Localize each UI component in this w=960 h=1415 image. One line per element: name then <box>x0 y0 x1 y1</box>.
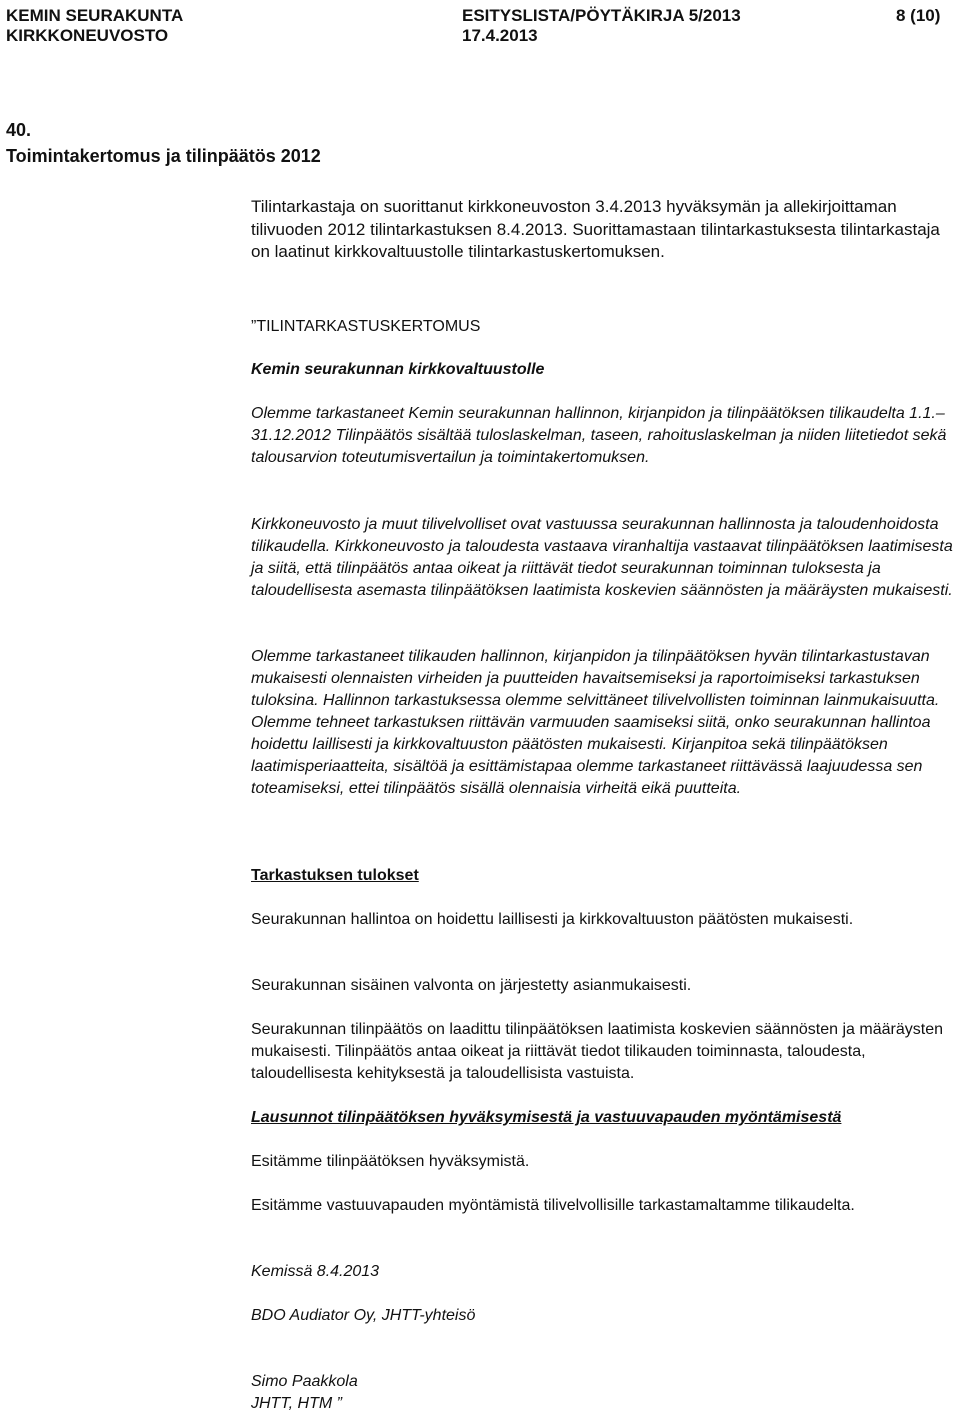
document-type: ESITYSLISTA/PÖYTÄKIRJA 5/2013 <box>462 6 741 25</box>
intro-paragraph: Tilintarkastaja on suorittanut kirkkoneuvoston 3.4.2013 hyväksymän ja allekirjoittaman tilivuoden 2012 tilintarkastuksen 8.4.2013. Suorittamastaan tilintarkastuksesta tilintarkastaja on laatinut kirkkovaltuustolle tilintarkastuskertomuksen. <box>251 197 940 261</box>
results-heading: Tarkastuksen tulokset <box>251 867 419 884</box>
meeting-date: 17.4.2013 <box>462 26 538 45</box>
header-middle <box>462 6 741 46</box>
org-name: KEMIN SEURAKUNTA <box>6 6 184 25</box>
body-name: KIRKKONEUVOSTO <box>6 26 169 45</box>
signer-name: Simo Paakkola <box>251 1373 358 1390</box>
page-header <box>6 6 954 46</box>
result-financial-statements: Seurakunnan tilinpäätös on laadittu tilinpäätöksen laatimista koskevien säännösten ja määräysten mukaisesti. Tilinpäätös antaa oikeat ja riittävät tiedot tilikauden toiminnasta, taloudesta, taloudellisesta kehityksestä ja taloudellisista vastuista. <box>251 1021 943 1082</box>
result-internal-control: Seurakunnan sisäinen valvonta on järjestetty asianmukaisesti. <box>251 977 692 994</box>
statement-discharge: Esitämme vastuuvapauden myöntämistä tilivelvollisille tarkastamaltamme tilikaudelta. <box>251 1197 855 1214</box>
audit-firm: BDO Audiator Oy, JHTT-yhteisö <box>251 1307 476 1324</box>
statement-approval: Esitämme tilinpäätöksen hyväksymistä. <box>251 1153 530 1170</box>
report-addressee: Kemin seurakunnan kirkkovaltuustolle <box>251 361 545 378</box>
report-heading: ”TILINTARKASTUSKERTOMUS <box>251 318 481 335</box>
result-administration: Seurakunnan hallintoa on hoidettu laillisesti ja kirkkovaltuuston päätösten mukaisesti. <box>251 911 854 928</box>
header-left <box>6 6 183 46</box>
item-number: 40. <box>6 120 32 140</box>
signer-title: JHTT, HTM ” <box>251 1395 342 1412</box>
place-date: Kemissä 8.4.2013 <box>251 1263 380 1280</box>
report-paragraph-responsibility: Kirkkoneuvosto ja muut tilivelvolliset ovat vastuussa seurakunnan hallinnosta ja taloudenhoidosta tilikaudella. Kirkkoneuvosto ja taloudesta vastaava viranhaltija vastaavat tilinpäätöksen laatimisesta ja siitä, että tilinpäätös antaa oikeat ja riittävät tiedot seurakunnan toiminnan tuloksesta ja taloudellisesta asemasta tilinpäätöksen laatimista koskevien säännösten ja määräysten mukaisesti. <box>251 516 953 599</box>
item-title: Toimintakertomus ja tilinpäätös 2012 <box>6 146 321 166</box>
page-number: 8 (10) <box>896 6 941 25</box>
statements-heading: Lausunnot tilinpäätöksen hyväksymisestä ja vastuuvapauden myöntämisestä <box>251 1109 842 1126</box>
report-paragraph-audit: Olemme tarkastaneet tilikauden hallinnon, kirjanpidon ja tilinpäätöksen hyvän tilintarkastustavan mukaisesti olennaisten virheiden ja puutteiden havaitsemiseksi ja raportoimiseksi tarkastuksen tuloksina. Hallinnon tarkastuksessa olemme selvittäneet tilivelvollisten toiminnan lainmukaisuutta. Olemme tehneet tarkastuksen riittävän varmuuden saamiseksi siitä, onko seurakunnan hallintoa hoidettu laillisesti ja kirkkovaltuuston päätösten mukaisesti. Kirjanpitoa sekä tilinpäätöksen laatimisperiaatteita, sisältöä ja esittämistapaa olemme tarkastaneet riittävässä laajuudessa sen toteamiseksi, ettei tilinpäätös sisällä olennaisia virheitä eikä puutteita. <box>251 648 940 797</box>
report-paragraph-scope: Olemme tarkastaneet Kemin seurakunnan hallinnon, kirjanpidon ja tilinpäätöksen tilikaudelta 1.1.–31.12.2012 Tilinpäätös sisältää tuloslaskelman, taseen, rahoituslaskelman ja niiden liitetiedot sekä talousarvion toteutumisvertailun ja toimintakertomuksen. <box>251 405 947 466</box>
